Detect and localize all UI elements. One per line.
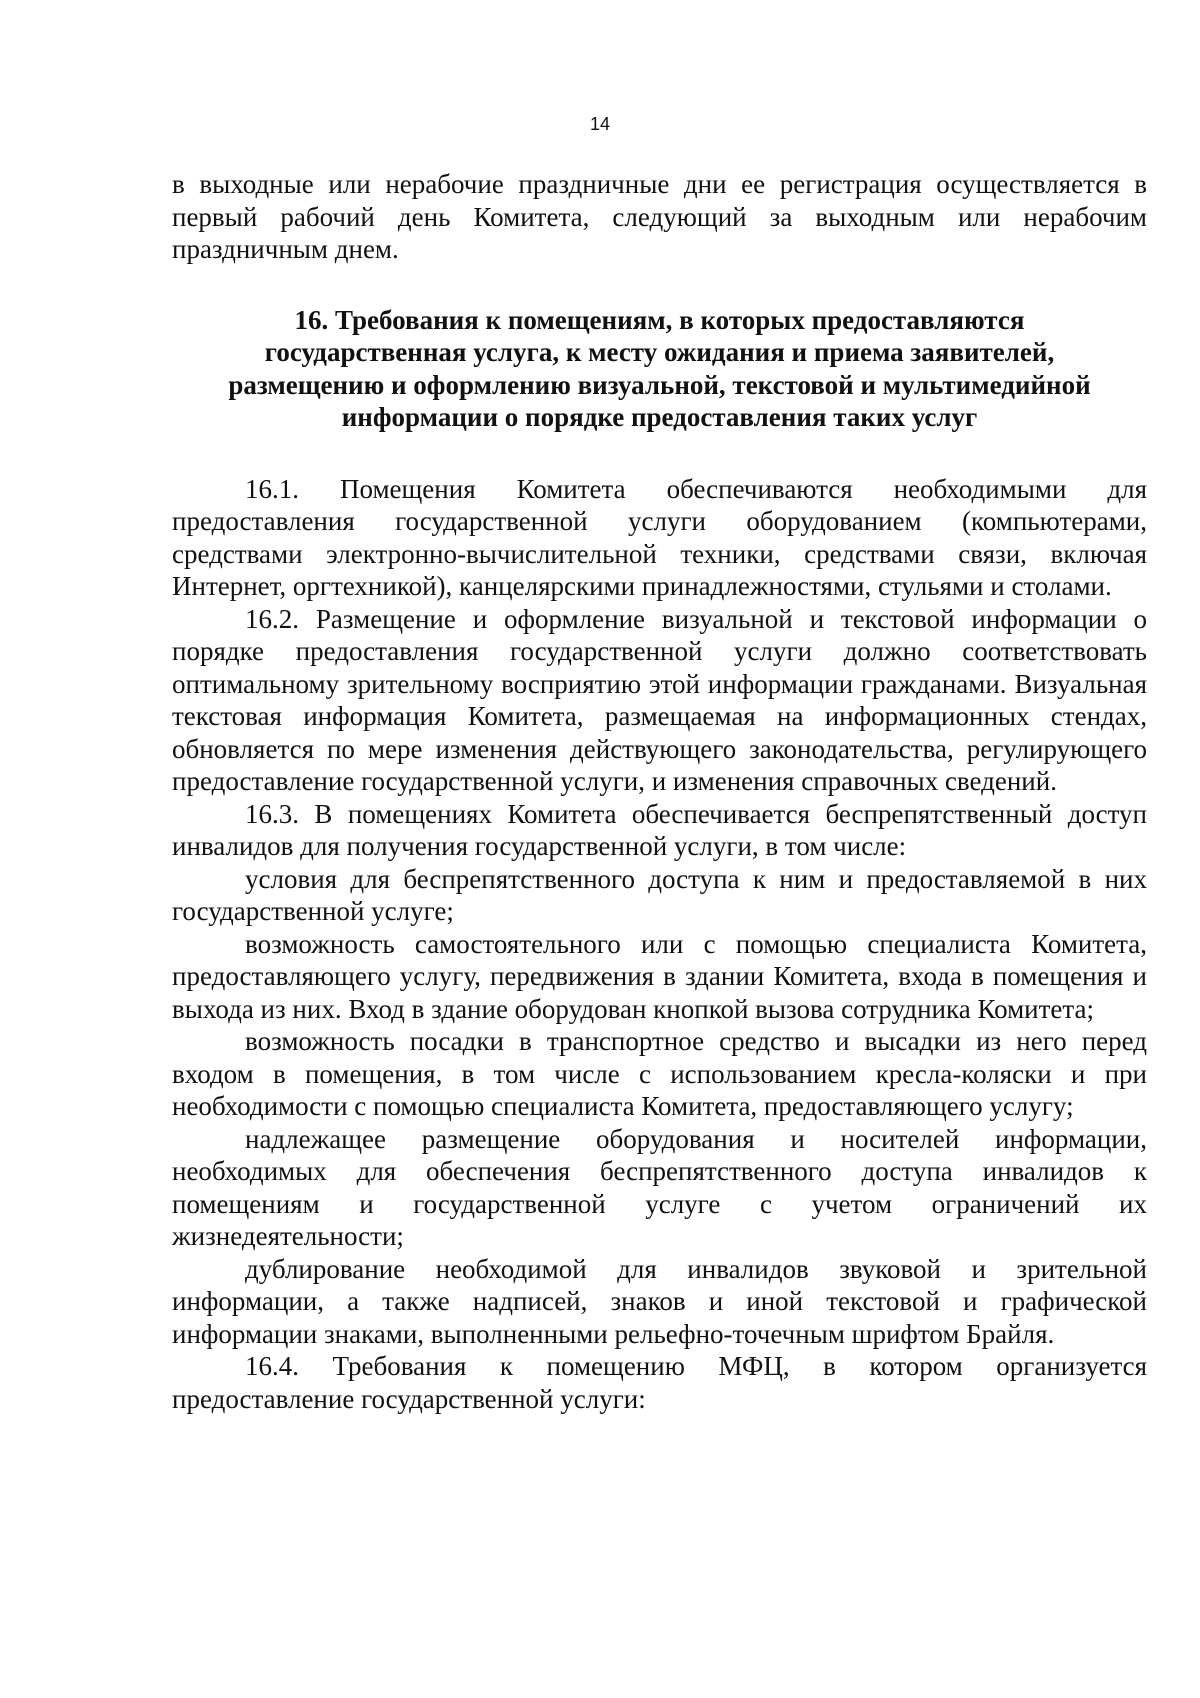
paragraph-16-3: 16.3. В помещениях Комитета обеспечивается беспрепятственный доступ инвалидов для получения государственной услуги, в том числе:	[172, 798, 1147, 861]
intro-paragraph: в выходные или нерабочие праздничные дни ее регистрация осуществляется в первый рабочий день Комитета, следующий за выходным или нерабочим праздничным днем.	[172, 169, 1147, 264]
list-item-movement: возможность самостоятельного или с помощью специалиста Комитета, предоставляющего услугу, передвижения в здании Комитета, входа в помещения и выхода из них. Вход в здание оборудован кнопкой вызова сотрудника Комитета;	[172, 928, 1147, 1024]
section-heading	[172, 304, 1147, 434]
section-heading-line: государственная услуга, к месту ожидания и приема заявителей,	[264, 337, 1055, 367]
paragraph-16-4: 16.4. Требования к помещению МФЦ, в котором организуется предоставление государственной услуги:	[172, 1351, 1147, 1414]
list-item-transport: возможность посадки в транспортное средство и высадки из него перед входом в помещения, в том числе с использованием кресла-коляски и при необходимости с помощью специалиста Комитета, предоставляющего услугу;	[172, 1026, 1147, 1121]
paragraph-16-1: 16.1. Помещения Комитета обеспечиваются необходимыми для предоставления государственной услуги оборудованием (компьютерами, средствами электронно-вычислительной техники, средствами связи, включая Интернет, оргтехникой), канцелярскими принадлежностями, стульями и столами.	[172, 473, 1147, 601]
page-number: 14	[589, 114, 611, 134]
list-item-equipment: надлежащее размещение оборудования и носителей информации, необходимых для обеспечения беспрепятственного доступа инвалидов к помещениям и государственной услуге с учетом ограничений их жизнедеятельности;	[172, 1123, 1147, 1251]
list-item-access-conditions: условия для беспрепятственного доступа к ним и предоставляемой в них государственной услуге;	[172, 863, 1147, 926]
paragraph-16-2: 16.2. Размещение и оформление визуальной и текстовой информации о порядке предоставления государственной услуги должно соответствовать оптимальному зрительному восприятию этой информации гражданами. Визуальная текстовая информация Комитета, размещаемая на информационных стендах, обновляется по мере изменения действующего законодательства, регулирующего предоставление государственной услуги, и изменения справочных сведений.	[172, 603, 1147, 796]
document-body	[172, 168, 1147, 1415]
list-item-braille: дублирование необходимой для инвалидов звуковой и зрительной информации, а также надписей, знаков и иной текстовой и графической информации знаками, выполненными рельефно-точечным шрифтом Брайля.	[172, 1253, 1147, 1349]
section-heading-line: 16. Требования к помещениям, в которых предоставляются	[294, 304, 1025, 335]
section-heading-line: информации о порядке предоставления таких услуг	[341, 402, 978, 432]
section-heading-line: размещению и оформлению визуальной, текстовой и мультимедийной	[228, 369, 1091, 400]
